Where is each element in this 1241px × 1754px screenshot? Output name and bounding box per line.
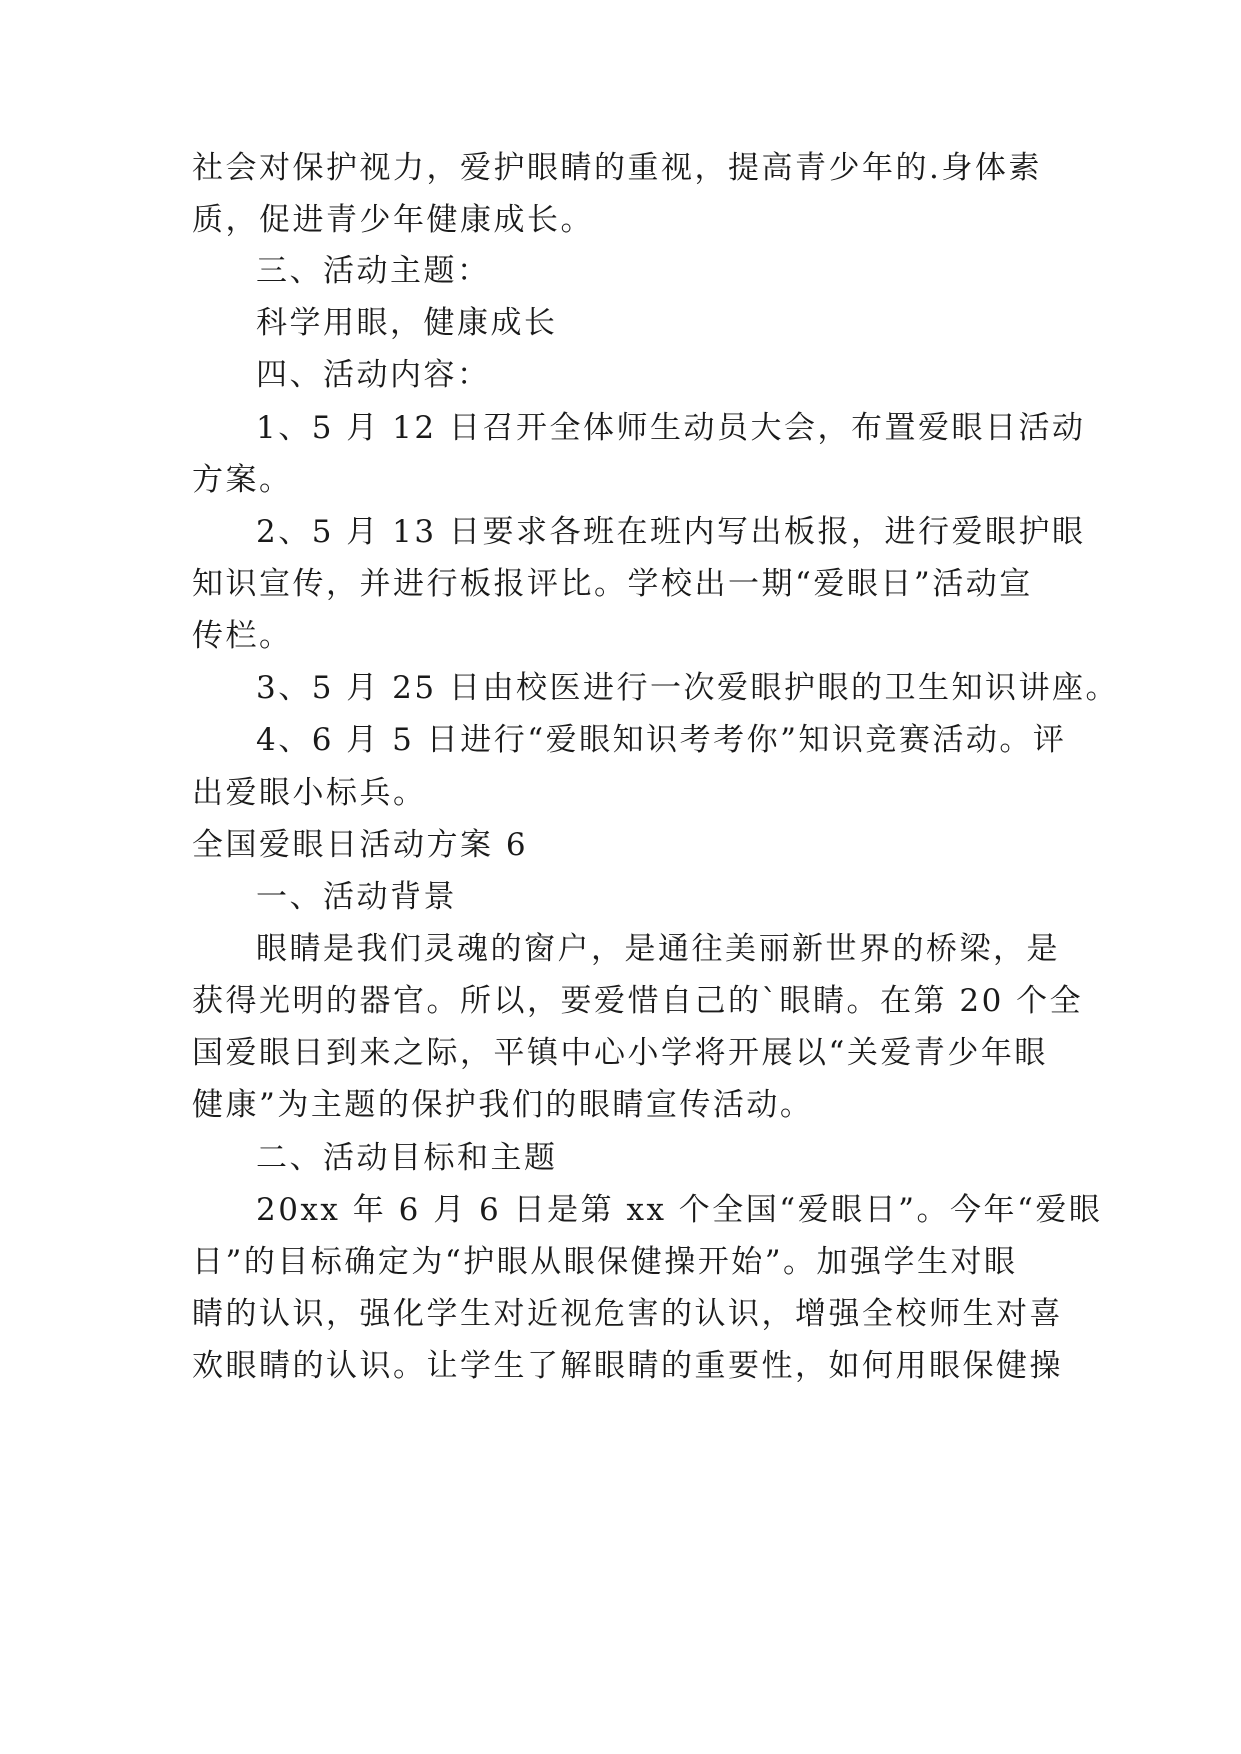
paragraph-line: 20xx 年 6 月 6 日是第 xx 个全国“爱眼日”。今年“爱眼 bbox=[256, 1192, 1103, 1228]
list-item-line: 4、6 月 5 日进行“爱眼知识考考你”知识竞赛活动。评 bbox=[256, 722, 1067, 758]
section-heading: 二、活动目标和主题 bbox=[256, 1140, 558, 1176]
list-item-line: 1、5 月 12 日召开全体师生动员大会，布置爱眼日活动 bbox=[256, 410, 1086, 446]
paragraph-line: 获得光明的器官。所以，要爱惜自己的`眼睛。在第 20 个全 bbox=[192, 983, 1084, 1019]
section-heading: 四、活动内容： bbox=[256, 357, 491, 393]
section-heading: 三、活动主题： bbox=[256, 253, 491, 289]
section-heading: 一、活动背景 bbox=[256, 879, 457, 915]
document-title: 全国爱眼日活动方案 6 bbox=[192, 827, 529, 863]
paragraph-line: 国爱眼日到来之际，平镇中心小学将开展以“关爱青少年眼 bbox=[192, 1035, 1048, 1071]
list-item-line: 传栏。 bbox=[192, 618, 293, 654]
list-item-line: 2、5 月 13 日要求各班在班内写出板报，进行爱眼护眼 bbox=[256, 514, 1086, 550]
paragraph-line: 健康”为主题的保护我们的眼睛宣传活动。 bbox=[192, 1087, 814, 1123]
list-item-line: 知识宣传，并进行板报评比。学校出一期“爱眼日”活动宣 bbox=[192, 566, 1033, 602]
list-item-line: 出爱眼小标兵。 bbox=[192, 775, 427, 811]
list-item-line: 3、5 月 25 日由校医进行一次爱眼护眼的卫生知识讲座。 bbox=[256, 670, 1119, 706]
paragraph-line: 科学用眼，健康成长 bbox=[256, 305, 558, 341]
paragraph-line: 睛的认识，强化学生对近视危害的认识，增强全校师生对喜 bbox=[192, 1296, 1063, 1332]
paragraph-line: 欢眼睛的认识。让学生了解眼睛的重要性，如何用眼保健操 bbox=[192, 1348, 1063, 1384]
paragraph-line: 眼睛是我们灵魂的窗户，是通往美丽新世界的桥梁，是 bbox=[256, 931, 1060, 967]
list-item-line: 方案。 bbox=[192, 462, 293, 498]
paragraph-line: 日”的目标确定为“护眼从眼保健操开始”。加强学生对眼 bbox=[192, 1244, 1018, 1280]
paragraph-line: 质，促进青少年健康成长。 bbox=[192, 202, 594, 238]
paragraph-line: 社会对保护视力，爱护眼睛的重视，提高青少年的.身体素 bbox=[192, 150, 1042, 186]
